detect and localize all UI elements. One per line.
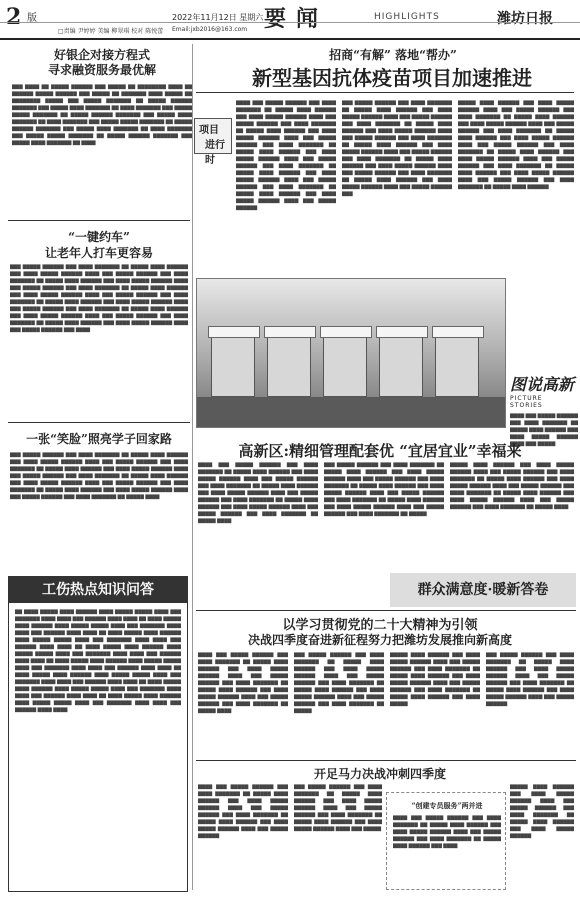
top-story-kicker: 招商“有解” 落地“帮办” bbox=[329, 48, 457, 62]
story2-title-2: 让老年人打车更容易 bbox=[44, 246, 153, 260]
masthead-divider bbox=[0, 22, 580, 23]
top-story-title: 新型基因抗体疫苗项目加速推进 bbox=[252, 66, 532, 90]
main2-body-col-1: ▇▇▇▇ ▇▇▇ ▇▇▇▇▇ ▇▇▇▇▇▇ ▇▇▇ ▇▇▇▇ ▇▇▇▇▇▇▇ ▇▇ ▇▇▇▇▇ ▇▇▇▇ ▇▇▇▇▇▇ ▇▇▇ ▇▇▇▇ ▇▇▇▇▇ ▇▇▇▇▇▇ ▇▇▇▇ ▇▇▇ ▇▇▇▇▇ ▇▇▇▇▇▇ ▇▇▇ ▇▇▇▇ ▇▇▇▇▇▇▇ ▇▇ ▇▇▇▇▇ ▇▇▇▇ ▇▇▇▇▇▇ ▇▇▇ ▇▇▇▇ ▇▇▇▇▇ ▇▇▇▇▇▇ ▇▇▇▇ ▇▇▇ ▇▇▇▇▇ ▇▇▇▇▇▇ ▇▇▇ ▇▇▇▇ ▇▇▇▇▇▇▇ ▇▇ ▇▇▇▇▇ ▇▇▇▇ bbox=[198, 653, 288, 714]
photo-booth-2 bbox=[267, 335, 311, 397]
fourth-story-title: 开足马力决战冲刺四季度 bbox=[313, 767, 446, 781]
highlights-label: HIGHLIGHTS bbox=[374, 12, 440, 22]
festival-banner: 群众满意度·暖新答卷 bbox=[390, 573, 576, 607]
left-story bbox=[12, 48, 192, 208]
picture-stories-caption: ▇▇▇▇ ▇▇▇ ▇▇▇▇▇ ▇▇▇▇▇▇ ▇▇▇ ▇▇▇▇ ▇▇▇▇▇▇▇ ▇▇ ▇▇▇▇▇ ▇▇▇▇ ▇▇▇▇▇▇ ▇▇▇ ▇▇▇▇ ▇▇▇▇▇ ▇▇▇▇▇▇ ▇▇▇▇ ▇▇▇ ▇▇▇▇▇ bbox=[510, 414, 578, 447]
issue-date: 2022年11月12日 星期六 bbox=[172, 13, 264, 22]
newspaper-brand: 潍坊日报 bbox=[497, 11, 553, 27]
story3-title: 一张“笑脸”照亮学子回家路 bbox=[26, 432, 172, 446]
photo-booth-roof-1 bbox=[208, 326, 260, 338]
main2-rule bbox=[196, 610, 576, 611]
work-injury-qa-box bbox=[8, 576, 188, 892]
quote-box-title: “创建专员服务”两并进 bbox=[411, 801, 483, 810]
photo-booth-1 bbox=[211, 335, 255, 397]
left-story-title-1: 好银企对接方程式 bbox=[53, 48, 150, 62]
work-injury-qa-banner: 工伤热点知识问答 bbox=[9, 577, 187, 603]
photo-booth-roof-5 bbox=[432, 326, 484, 338]
main2-title-2: 决战四季度奋进新征程努力把潍坊发展推向新高度 bbox=[247, 633, 512, 647]
quote-box-body: ▇▇▇▇ ▇▇▇ ▇▇▇▇▇ ▇▇▇▇▇▇ ▇▇▇ ▇▇▇▇ ▇▇▇▇▇▇▇ ▇▇ ▇▇▇▇▇ ▇▇▇▇ ▇▇▇▇▇▇ ▇▇▇ ▇▇▇▇ ▇▇▇▇▇ ▇▇▇▇▇▇ ▇▇▇▇ ▇▇▇ ▇▇▇▇▇ ▇▇▇▇▇▇ ▇▇▇ ▇▇▇▇ ▇▇▇▇▇▇▇ ▇▇ ▇▇▇▇▇ ▇▇▇▇ ▇▇▇▇▇▇ ▇▇▇ ▇▇▇▇ bbox=[393, 816, 501, 849]
fourth-rule bbox=[196, 760, 576, 761]
badge-line-2: 进行时 bbox=[205, 140, 225, 166]
picture-stories-subtitle: PICTURE STORIES bbox=[510, 395, 543, 409]
left-story-body: ▇▇▇ ▇▇▇▇ ▇▇ ▇▇▇▇▇ ▇▇▇▇▇▇ ▇▇▇ ▇▇▇▇▇ ▇▇ ▇▇▇▇▇▇▇▇ ▇▇▇▇ ▇▇ ▇▇▇▇▇▇ ▇▇▇▇▇ ▇▇▇▇▇▇ ▇▇▇ ▇▇▇▇▇ ▇▇ ▇▇▇▇▇▇▇ ▇▇▇▇ ▇▇▇▇▇ ▇▇ ▇▇▇▇▇▇▇▇ ▇▇▇▇▇ ▇▇▇ ▇▇▇▇▇ ▇▇▇▇▇▇▇ ▇▇ ▇▇▇▇▇ ▇▇▇▇▇▇ ▇▇▇▇▇▇▇ ▇▇▇ ▇▇▇▇▇ ▇▇▇▇ ▇▇▇▇▇▇▇ ▇▇ ▇▇▇▇ ▇▇▇▇▇▇▇ ▇▇▇ ▇▇▇▇▇ ▇▇▇▇▇ ▇▇▇▇▇▇▇ ▇▇ ▇▇▇▇▇ ▇▇▇▇▇▇ ▇▇▇▇▇▇▇ ▇▇▇ ▇▇▇▇▇ ▇▇▇▇ ▇▇▇▇▇▇▇ ▇▇ ▇▇▇▇ ▇▇▇▇▇▇▇ ▇▇▇ ▇▇▇▇▇ ▇▇▇▇▇ ▇▇▇▇▇▇▇ ▇▇ ▇▇▇▇▇ ▇▇▇▇▇▇ ▇▇▇▇▇▇▇ ▇▇▇ ▇▇▇▇▇ ▇▇▇▇ ▇▇▇▇▇▇▇ ▇▇ ▇▇▇▇ ▇▇▇▇▇▇▇ ▇▇▇ ▇▇▇▇▇ ▇▇▇▇▇ ▇▇▇▇▇▇▇ ▇▇ ▇▇▇▇▇ ▇▇▇▇▇▇ ▇▇▇▇▇▇▇ ▇▇▇ ▇▇▇▇▇ ▇▇▇▇ ▇▇▇▇▇▇▇ ▇▇ ▇▇▇▇ bbox=[12, 85, 192, 146]
top-story-body-col-3: ▇▇▇▇▇ ▇▇▇▇ ▇▇▇▇▇▇ ▇▇▇ ▇▇▇▇ ▇▇▇▇▇ ▇▇▇▇▇▇ ▇▇▇▇ ▇▇▇ ▇▇▇▇▇ ▇▇▇▇▇▇ ▇▇▇ ▇▇▇▇ ▇▇▇▇▇▇▇ ▇▇ ▇▇▇▇▇ ▇▇▇▇ ▇▇▇▇▇▇ ▇▇▇ ▇▇▇▇ ▇▇▇▇▇ ▇▇▇▇▇▇ ▇▇▇▇ ▇▇▇ ▇▇▇▇▇ ▇▇▇▇▇▇ ▇▇▇ ▇▇▇▇ ▇▇▇▇▇▇▇ ▇▇ ▇▇▇▇▇ ▇▇▇▇ ▇▇▇▇▇▇ ▇▇▇ ▇▇▇▇ ▇▇▇▇▇ ▇▇▇▇▇▇ ▇▇▇▇ ▇▇▇ ▇▇▇▇▇ ▇▇▇▇▇▇ ▇▇▇ ▇▇▇▇ ▇▇▇▇▇▇▇ ▇▇ ▇▇▇▇▇ ▇▇▇▇ ▇▇▇▇▇▇ ▇▇▇ ▇▇▇▇ ▇▇▇▇▇ ▇▇▇▇▇▇ ▇▇▇▇ ▇▇▇ ▇▇▇▇▇ ▇▇▇▇▇▇ ▇▇▇ ▇▇▇▇ ▇▇▇▇▇▇▇ ▇▇ ▇▇▇▇▇ ▇▇▇▇ ▇▇▇▇▇▇ ▇▇▇ ▇▇▇▇ ▇▇▇▇▇ ▇▇▇▇▇▇ ▇▇▇▇ ▇▇▇ ▇▇▇▇▇ ▇▇▇▇▇▇ ▇▇▇ ▇▇▇▇ ▇▇▇▇▇▇▇ ▇▇ ▇▇▇▇▇ ▇▇▇▇ ▇▇▇▇▇▇ bbox=[458, 101, 574, 190]
badge-line-1: 项目 bbox=[199, 125, 219, 136]
photo-booth-5 bbox=[435, 335, 479, 397]
high-tech-body-col-3: ▇▇▇▇▇ ▇▇▇▇ ▇▇▇▇▇▇ ▇▇▇ ▇▇▇▇ ▇▇▇▇▇ ▇▇▇▇▇▇ ▇▇▇▇ ▇▇▇ ▇▇▇▇▇ ▇▇▇▇▇▇ ▇▇▇ ▇▇▇▇ ▇▇▇▇▇▇▇ ▇▇ ▇▇▇▇▇ ▇▇▇▇ ▇▇▇▇▇▇ ▇▇▇ ▇▇▇▇ ▇▇▇▇▇ ▇▇▇▇▇▇ ▇▇▇▇ ▇▇▇ ▇▇▇▇▇ ▇▇▇▇▇▇ ▇▇▇ ▇▇▇▇ ▇▇▇▇▇▇▇ ▇▇ ▇▇▇▇▇ ▇▇▇▇ ▇▇▇▇▇▇ ▇▇▇ ▇▇▇▇ ▇▇▇▇▇ ▇▇▇▇▇▇ ▇▇▇▇ ▇▇▇ ▇▇▇▇▇ ▇▇▇▇▇▇ ▇▇▇ ▇▇▇▇ ▇▇▇▇▇▇▇ ▇▇ ▇▇▇▇▇ ▇▇▇▇ bbox=[450, 463, 574, 510]
fourth-body-col-4: ▇▇▇▇▇ ▇▇▇▇ ▇▇▇▇▇▇ ▇▇▇ ▇▇▇▇ ▇▇▇▇▇ ▇▇▇▇▇▇ ▇▇▇▇ ▇▇▇ ▇▇▇▇▇ ▇▇▇▇▇▇ ▇▇▇ ▇▇▇▇ ▇▇▇▇▇▇▇ ▇▇ ▇▇▇▇▇ ▇▇▇▇ ▇▇▇▇▇▇ ▇▇▇ ▇▇▇▇ ▇▇▇▇▇ ▇▇▇▇▇▇ bbox=[510, 785, 574, 839]
main2-body-col-2: ▇▇▇ ▇▇▇▇▇ ▇▇▇▇▇▇ ▇▇▇ ▇▇▇▇ ▇▇▇▇▇▇▇ ▇▇ ▇▇▇▇▇ ▇▇▇▇ ▇▇▇▇▇▇ ▇▇▇ ▇▇▇▇ ▇▇▇▇▇ ▇▇▇▇▇▇ ▇▇▇▇ ▇▇▇ ▇▇▇▇▇ ▇▇▇▇▇▇ ▇▇▇ ▇▇▇▇ ▇▇▇▇▇▇▇ ▇▇ ▇▇▇▇▇ ▇▇▇▇ ▇▇▇▇▇▇ ▇▇▇ ▇▇▇▇ ▇▇▇▇▇ ▇▇▇▇▇▇ ▇▇▇▇ ▇▇▇ ▇▇▇▇▇ ▇▇▇▇▇▇ ▇▇▇ ▇▇▇▇ ▇▇▇▇▇▇▇ ▇▇ ▇▇▇▇▇ bbox=[294, 653, 384, 714]
photo-booth-3 bbox=[323, 335, 367, 397]
fourth-body-col-2: ▇▇▇ ▇▇▇▇▇ ▇▇▇▇▇▇ ▇▇▇ ▇▇▇▇ ▇▇▇▇▇▇▇ ▇▇ ▇▇▇▇▇ ▇▇▇▇ ▇▇▇▇▇▇ ▇▇▇ ▇▇▇▇ ▇▇▇▇▇ ▇▇▇▇▇▇ ▇▇▇▇ ▇▇▇ ▇▇▇▇▇ ▇▇▇▇▇▇ ▇▇▇ ▇▇▇▇ ▇▇▇▇▇▇▇ ▇▇ ▇▇▇▇▇ ▇▇▇▇ ▇▇▇▇▇▇ ▇▇▇ ▇▇▇▇ ▇▇▇▇▇ ▇▇▇▇▇▇ ▇▇▇▇ ▇▇▇ ▇▇▇▇▇ bbox=[294, 785, 382, 832]
photo-ground bbox=[197, 397, 505, 427]
top-story-rule bbox=[196, 92, 574, 93]
high-tech-body-col-1: ▇▇▇▇ ▇▇▇ ▇▇▇▇▇ ▇▇▇▇▇▇ ▇▇▇ ▇▇▇▇ ▇▇▇▇▇▇▇ ▇▇ ▇▇▇▇▇ ▇▇▇▇ ▇▇▇▇▇▇ ▇▇▇ ▇▇▇▇ ▇▇▇▇▇ ▇▇▇▇▇▇ ▇▇▇▇ ▇▇▇ ▇▇▇▇▇ ▇▇▇▇▇▇ ▇▇▇ ▇▇▇▇ ▇▇▇▇▇▇▇ ▇▇ ▇▇▇▇▇ ▇▇▇▇ ▇▇▇▇▇▇ ▇▇▇ ▇▇▇▇ ▇▇▇▇▇ ▇▇▇▇▇▇ ▇▇▇▇ ▇▇▇ ▇▇▇▇▇ ▇▇▇▇▇▇ ▇▇▇ ▇▇▇▇ ▇▇▇▇▇▇▇ ▇▇ ▇▇▇▇▇ ▇▇▇▇ ▇▇▇▇▇▇ ▇▇▇ ▇▇▇▇ ▇▇▇▇▇ ▇▇▇▇▇▇ ▇▇▇▇ ▇▇▇ ▇▇▇▇▇ ▇▇▇▇▇▇ ▇▇▇ ▇▇▇▇ ▇▇▇▇▇▇▇ ▇▇ ▇▇▇▇▇ ▇▇▇▇ bbox=[198, 463, 318, 524]
story3-rule bbox=[8, 422, 190, 423]
top-story-body-col-2: ▇▇▇ ▇▇▇▇▇ ▇▇▇▇▇▇ ▇▇▇ ▇▇▇▇ ▇▇▇▇▇▇▇ ▇▇ ▇▇▇▇▇ ▇▇▇▇ ▇▇▇▇▇▇ ▇▇▇ ▇▇▇▇ ▇▇▇▇▇ ▇▇▇▇▇▇ ▇▇▇▇ ▇▇▇ ▇▇▇▇▇ ▇▇▇▇▇▇ ▇▇▇ ▇▇▇▇ ▇▇▇▇▇▇▇ ▇▇ ▇▇▇▇▇ ▇▇▇▇ ▇▇▇▇▇▇ ▇▇▇ ▇▇▇▇ ▇▇▇▇▇ ▇▇▇▇▇▇ ▇▇▇▇ ▇▇▇ ▇▇▇▇▇ ▇▇▇▇▇▇ ▇▇▇ ▇▇▇▇ ▇▇▇▇▇▇▇ ▇▇ ▇▇▇▇▇ ▇▇▇▇ ▇▇▇▇▇▇ ▇▇▇ ▇▇▇▇ ▇▇▇▇▇ ▇▇▇▇▇▇ ▇▇▇▇ ▇▇▇ ▇▇▇▇▇ ▇▇▇▇▇▇ ▇▇▇ ▇▇▇▇ ▇▇▇▇▇▇▇ ▇▇ ▇▇▇▇▇ ▇▇▇▇ ▇▇▇▇▇▇ ▇▇▇ ▇▇▇▇ ▇▇▇▇▇ ▇▇▇▇▇▇ ▇▇▇▇ ▇▇▇ ▇▇▇▇▇ ▇▇▇▇▇▇ ▇▇▇ ▇▇▇▇ ▇▇▇▇▇▇▇ ▇▇ ▇▇▇▇▇ ▇▇▇▇ ▇▇▇▇▇▇ ▇▇▇ ▇▇▇▇ ▇▇▇▇▇ ▇▇▇▇▇▇ ▇▇▇▇ ▇▇▇ ▇▇▇▇▇ ▇▇▇▇▇▇ ▇▇▇ bbox=[342, 101, 452, 197]
story3-body: ▇▇▇ ▇▇▇▇▇ ▇▇▇▇▇▇ ▇▇▇ ▇▇▇▇ ▇▇▇▇▇▇▇ ▇▇ ▇▇▇▇▇ ▇▇▇▇ ▇▇▇▇▇▇ ▇▇▇ ▇▇▇▇ ▇▇▇▇▇ ▇▇▇▇▇▇ ▇▇▇▇ ▇▇▇ ▇▇▇▇▇ ▇▇▇▇▇▇ ▇▇▇ ▇▇▇▇ ▇▇▇▇▇▇▇ ▇▇ ▇▇▇▇▇ ▇▇▇▇ ▇▇▇▇▇▇ ▇▇▇ ▇▇▇▇ ▇▇▇▇▇ ▇▇▇▇▇▇ ▇▇▇▇ ▇▇▇ ▇▇▇▇▇ ▇▇▇▇▇▇ ▇▇▇ ▇▇▇▇ ▇▇▇▇▇▇▇ ▇▇ ▇▇▇▇▇ ▇▇▇▇ ▇▇▇▇▇▇ ▇▇▇ ▇▇▇▇ ▇▇▇▇▇ ▇▇▇▇▇▇ ▇▇▇▇ ▇▇▇ ▇▇▇▇▇ ▇▇▇▇▇▇ ▇▇▇ ▇▇▇▇ ▇▇▇▇▇▇▇ ▇▇ ▇▇▇▇▇ ▇▇▇▇ ▇▇▇▇▇▇ ▇▇▇ ▇▇▇▇ ▇▇▇▇▇ ▇▇▇▇▇▇ ▇▇▇▇ ▇▇▇ ▇▇▇▇▇ ▇▇▇▇▇▇ ▇▇▇ ▇▇▇▇ ▇▇▇▇▇▇▇ ▇▇ ▇▇▇▇▇ ▇▇▇▇ bbox=[10, 453, 188, 500]
high-tech-zone-title: 高新区:精细管理配套优 “宜居宜业”幸福来 bbox=[238, 442, 522, 460]
main2-body-col-4: ▇▇▇ ▇▇▇▇▇ ▇▇▇▇▇▇ ▇▇▇ ▇▇▇▇ ▇▇▇▇▇▇▇ ▇▇ ▇▇▇▇▇ ▇▇▇▇ ▇▇▇▇▇▇ ▇▇▇ ▇▇▇▇ ▇▇▇▇▇ ▇▇▇▇▇▇ ▇▇▇▇ ▇▇▇ ▇▇▇▇▇ ▇▇▇▇▇▇ ▇▇▇ ▇▇▇▇ ▇▇▇▇▇▇▇ ▇▇ ▇▇▇▇▇ ▇▇▇▇ ▇▇▇▇▇▇ ▇▇▇ ▇▇▇▇ ▇▇▇▇▇ ▇▇▇▇▇▇ ▇▇▇▇ ▇▇▇ ▇▇▇▇▇ ▇▇▇▇▇▇ bbox=[486, 653, 574, 707]
top-story-body-col-1: ▇▇▇▇ ▇▇▇ ▇▇▇▇▇ ▇▇▇▇▇▇ ▇▇▇ ▇▇▇▇ ▇▇▇▇▇▇▇ ▇▇ ▇▇▇▇▇ ▇▇▇▇ ▇▇▇▇▇▇ ▇▇▇ ▇▇▇▇ ▇▇▇▇▇ ▇▇▇▇▇▇ ▇▇▇▇ ▇▇▇ ▇▇▇▇▇ ▇▇▇▇▇▇ ▇▇▇ ▇▇▇▇ ▇▇▇▇▇▇▇ ▇▇ ▇▇▇▇▇ ▇▇▇▇ ▇▇▇▇▇▇ ▇▇▇ ▇▇▇▇ ▇▇▇▇▇ ▇▇▇▇▇▇ ▇▇▇▇ ▇▇▇ ▇▇▇▇▇ ▇▇▇▇▇▇ ▇▇▇ ▇▇▇▇ ▇▇▇▇▇▇▇ ▇▇ ▇▇▇▇▇ ▇▇▇▇ ▇▇▇▇▇▇ ▇▇▇ ▇▇▇▇ ▇▇▇▇▇ ▇▇▇▇▇▇ ▇▇▇▇ ▇▇▇ ▇▇▇▇▇ ▇▇▇▇▇▇ ▇▇▇ ▇▇▇▇ ▇▇▇▇▇▇▇ ▇▇ ▇▇▇▇▇ ▇▇▇▇ ▇▇▇▇▇▇ ▇▇▇ ▇▇▇▇ ▇▇▇▇▇ ▇▇▇▇▇▇ ▇▇▇▇ ▇▇▇ ▇▇▇▇▇ ▇▇▇▇▇▇ ▇▇▇ ▇▇▇▇ ▇▇▇▇▇▇▇ ▇▇ ▇▇▇▇▇ ▇▇▇▇ ▇▇▇▇▇▇ ▇▇▇ ▇▇▇▇ ▇▇▇▇▇ ▇▇▇▇▇▇ ▇▇▇▇ ▇▇▇ ▇▇▇▇▇ ▇▇▇▇▇▇ bbox=[236, 101, 336, 211]
page-label: 版 bbox=[27, 13, 37, 24]
story2-body: ▇▇▇ ▇▇▇▇▇ ▇▇▇▇▇▇ ▇▇▇ ▇▇▇▇ ▇▇▇▇▇▇▇ ▇▇ ▇▇▇▇▇ ▇▇▇▇ ▇▇▇▇▇▇ ▇▇▇ ▇▇▇▇ ▇▇▇▇▇ ▇▇▇▇▇▇ ▇▇▇▇ ▇▇▇ ▇▇▇▇▇ ▇▇▇▇▇▇ ▇▇▇ ▇▇▇▇ ▇▇▇▇▇▇▇ ▇▇ ▇▇▇▇▇ ▇▇▇▇ ▇▇▇▇▇▇ ▇▇▇ ▇▇▇▇ ▇▇▇▇▇ ▇▇▇▇▇▇ ▇▇▇▇ ▇▇▇ ▇▇▇▇▇ ▇▇▇▇▇▇ ▇▇▇ ▇▇▇▇ ▇▇▇▇▇▇▇ ▇▇ ▇▇▇▇▇ ▇▇▇▇ ▇▇▇▇▇▇ ▇▇▇ ▇▇▇▇ ▇▇▇▇▇ ▇▇▇▇▇▇ ▇▇▇▇ ▇▇▇ ▇▇▇▇▇ ▇▇▇▇▇▇ ▇▇▇ ▇▇▇▇ ▇▇▇▇▇▇▇ ▇▇ ▇▇▇▇▇ ▇▇▇▇ ▇▇▇▇▇▇ ▇▇▇ ▇▇▇▇ ▇▇▇▇▇ ▇▇▇▇▇▇ ▇▇▇▇ ▇▇▇ ▇▇▇▇▇ ▇▇▇▇▇▇ ▇▇▇ ▇▇▇▇ ▇▇▇▇▇▇▇ ▇▇ ▇▇▇▇▇ ▇▇▇▇ ▇▇▇▇▇▇ ▇▇▇ ▇▇▇▇ ▇▇▇▇▇ ▇▇▇▇▇▇ ▇▇▇▇ ▇▇▇ ▇▇▇▇▇ ▇▇▇▇▇▇ ▇▇▇ ▇▇▇▇ ▇▇▇▇▇▇▇ ▇▇ ▇▇▇▇▇ ▇▇▇▇ ▇▇▇▇▇▇ ▇▇▇ ▇▇▇▇ ▇▇▇▇▇ ▇▇▇▇▇▇ ▇▇▇▇ ▇▇▇ ▇▇▇▇▇ ▇▇▇▇▇▇ ▇▇▇ ▇▇▇▇ bbox=[10, 265, 188, 333]
main2-body-col-3: ▇▇▇▇▇ ▇▇▇▇ ▇▇▇▇▇▇ ▇▇▇ ▇▇▇▇ ▇▇▇▇▇ ▇▇▇▇▇▇ ▇▇▇▇ ▇▇▇ ▇▇▇▇▇ ▇▇▇▇▇▇ ▇▇▇ ▇▇▇▇ ▇▇▇▇▇▇▇ ▇▇ ▇▇▇▇▇ ▇▇▇▇ ▇▇▇▇▇▇ ▇▇▇ ▇▇▇▇ ▇▇▇▇▇ ▇▇▇▇▇▇ ▇▇▇▇ ▇▇▇ ▇▇▇▇▇ ▇▇▇▇▇▇ ▇▇▇ ▇▇▇▇ ▇▇▇▇▇▇▇ ▇▇ ▇▇▇▇▇ ▇▇▇▇ ▇▇▇▇▇▇ ▇▇▇ ▇▇▇▇ ▇▇▇▇▇ bbox=[390, 653, 480, 707]
story2-rule bbox=[8, 220, 190, 221]
photo-booth-roof-4 bbox=[376, 326, 428, 338]
page-number: 2 bbox=[6, 4, 22, 30]
left-story-title-2: 寻求融资服务最优解 bbox=[47, 63, 156, 77]
market-stall-photo bbox=[196, 278, 506, 428]
editor-credits: □责编 尹婷婷 美编 柳翠琪 校对 陈悦蕾 bbox=[58, 28, 164, 35]
project-progress-badge bbox=[194, 118, 232, 166]
photo-booth-4 bbox=[379, 335, 423, 397]
masthead bbox=[0, 0, 580, 40]
contact-email: Email:jxb2016@163.com bbox=[172, 26, 248, 33]
picture-stories-title: 图说高新 bbox=[510, 375, 575, 394]
high-tech-body-col-2: ▇▇▇ ▇▇▇▇▇ ▇▇▇▇▇▇ ▇▇▇ ▇▇▇▇ ▇▇▇▇▇▇▇ ▇▇ ▇▇▇▇▇ ▇▇▇▇ ▇▇▇▇▇▇ ▇▇▇ ▇▇▇▇ ▇▇▇▇▇ ▇▇▇▇▇▇ ▇▇▇▇ ▇▇▇ ▇▇▇▇▇ ▇▇▇▇▇▇ ▇▇▇ ▇▇▇▇ ▇▇▇▇▇▇▇ ▇▇ ▇▇▇▇▇ ▇▇▇▇ ▇▇▇▇▇▇ ▇▇▇ ▇▇▇▇ ▇▇▇▇▇ ▇▇▇▇▇▇ ▇▇▇▇ ▇▇▇ ▇▇▇▇▇ ▇▇▇▇▇▇ ▇▇▇ ▇▇▇▇ ▇▇▇▇▇▇▇ ▇▇ ▇▇▇▇▇ ▇▇▇▇ ▇▇▇▇▇▇ ▇▇▇ ▇▇▇▇ ▇▇▇▇▇ ▇▇▇▇▇▇ ▇▇▇▇ ▇▇▇ ▇▇▇▇▇ ▇▇▇▇▇▇ ▇▇▇ ▇▇▇▇ ▇▇▇▇▇▇▇ ▇▇ ▇▇▇▇▇ bbox=[324, 463, 444, 517]
column-divider-left bbox=[192, 44, 193, 890]
section-title: 要闻 bbox=[264, 6, 329, 32]
fourth-body-col-1: ▇▇▇▇ ▇▇▇ ▇▇▇▇▇ ▇▇▇▇▇▇ ▇▇▇ ▇▇▇▇ ▇▇▇▇▇▇▇ ▇▇ ▇▇▇▇▇ ▇▇▇▇ ▇▇▇▇▇▇ ▇▇▇ ▇▇▇▇ ▇▇▇▇▇ ▇▇▇▇▇▇ ▇▇▇▇ ▇▇▇ ▇▇▇▇▇ ▇▇▇▇▇▇ ▇▇▇ ▇▇▇▇ ▇▇▇▇▇▇▇ ▇▇ ▇▇▇▇▇ ▇▇▇▇ ▇▇▇▇▇▇ ▇▇▇ ▇▇▇▇ ▇▇▇▇▇ ▇▇▇▇▇▇ ▇▇▇▇ ▇▇▇ ▇▇▇▇▇ ▇▇▇▇▇▇ bbox=[198, 785, 288, 839]
main2-title-1: 以学习贯彻党的二十大精神为引领 bbox=[282, 618, 478, 633]
photo-booth-roof-2 bbox=[264, 326, 316, 338]
story2-title-1: “一键约车” bbox=[68, 230, 130, 244]
work-injury-qa-body: ▇▇ ▇▇▇▇ ▇▇▇▇▇ ▇▇▇▇ ▇▇▇▇▇▇ ▇▇▇▇ ▇▇▇▇▇ ▇▇▇▇▇ ▇▇▇▇ ▇▇▇ ▇▇▇▇▇▇▇ ▇▇▇▇ ▇▇▇▇ ▇▇▇ ▇▇▇▇▇▇ ▇▇▇▇ ▇▇▇▇ ▇▇ ▇▇▇▇ ▇▇▇▇▇ ▇▇▇▇ ▇▇▇▇▇▇ ▇▇▇▇ ▇▇▇▇▇ ▇▇▇▇▇ ▇▇▇▇ ▇▇▇ ▇▇▇▇▇▇▇ ▇▇▇▇ ▇▇▇▇ ▇▇▇ ▇▇▇▇▇▇ ▇▇▇▇ ▇▇▇▇ ▇▇ ▇▇▇▇ ▇▇▇▇▇ ▇▇▇▇ ▇▇▇▇▇▇ ▇▇▇▇ ▇▇▇▇▇ ▇▇▇▇▇ ▇▇▇▇ ▇▇▇ ▇▇▇▇▇▇▇ ▇▇▇▇ ▇▇▇▇ ▇▇▇ ▇▇▇▇▇▇ ▇▇▇▇ ▇▇▇▇ ▇▇ ▇▇▇▇ ▇▇▇▇▇ ▇▇▇▇ ▇▇▇▇▇▇ ▇▇▇▇ ▇▇▇▇▇ ▇▇▇▇▇ ▇▇▇▇ ▇▇▇ ▇▇▇▇▇▇▇ ▇▇▇▇ ▇▇▇▇ ▇▇▇ ▇▇▇▇▇▇ ▇▇▇▇ ▇▇▇▇ ▇▇ ▇▇▇▇ ▇▇▇▇▇ ▇▇▇▇ ▇▇▇▇▇▇ ▇▇▇▇ ▇▇▇▇▇ ▇▇▇▇▇ ▇▇▇▇ ▇▇▇ ▇▇▇▇▇▇▇ ▇▇▇▇ ▇▇▇▇ ▇▇▇ ▇▇▇▇▇▇ ▇▇▇▇ ▇▇▇▇ ▇▇ ▇▇▇▇ ▇▇▇▇▇ ▇▇▇▇ ▇▇▇▇▇▇ ▇▇▇▇ ▇▇▇▇▇ ▇▇▇▇▇ ▇▇▇▇ ▇▇▇ ▇▇▇▇▇▇▇ ▇▇▇▇ ▇▇▇▇ ▇▇▇ ▇▇▇▇▇▇ ▇▇▇▇ ▇▇▇▇ ▇▇ ▇▇▇▇ ▇▇▇▇▇ ▇▇▇▇ ▇▇▇▇▇▇ ▇▇▇▇ ▇▇▇▇▇ ▇▇▇▇▇ ▇▇▇▇ ▇▇▇ ▇▇▇▇▇▇▇ ▇▇▇▇ ▇▇▇▇ ▇▇▇ ▇▇▇▇▇▇ ▇▇▇▇ ▇▇▇▇ ▇▇ ▇▇▇▇ ▇▇▇▇▇ ▇▇▇▇ ▇▇▇▇▇▇ ▇▇▇▇ ▇▇▇▇▇ ▇▇▇▇▇ ▇▇▇▇ ▇▇▇ ▇▇▇▇▇▇▇ ▇▇▇▇ ▇▇▇▇ ▇▇▇ ▇▇▇▇▇▇ ▇▇▇▇ ▇▇▇▇ bbox=[15, 610, 181, 713]
quote-box bbox=[386, 792, 506, 890]
photo-booth-roof-3 bbox=[320, 326, 372, 338]
